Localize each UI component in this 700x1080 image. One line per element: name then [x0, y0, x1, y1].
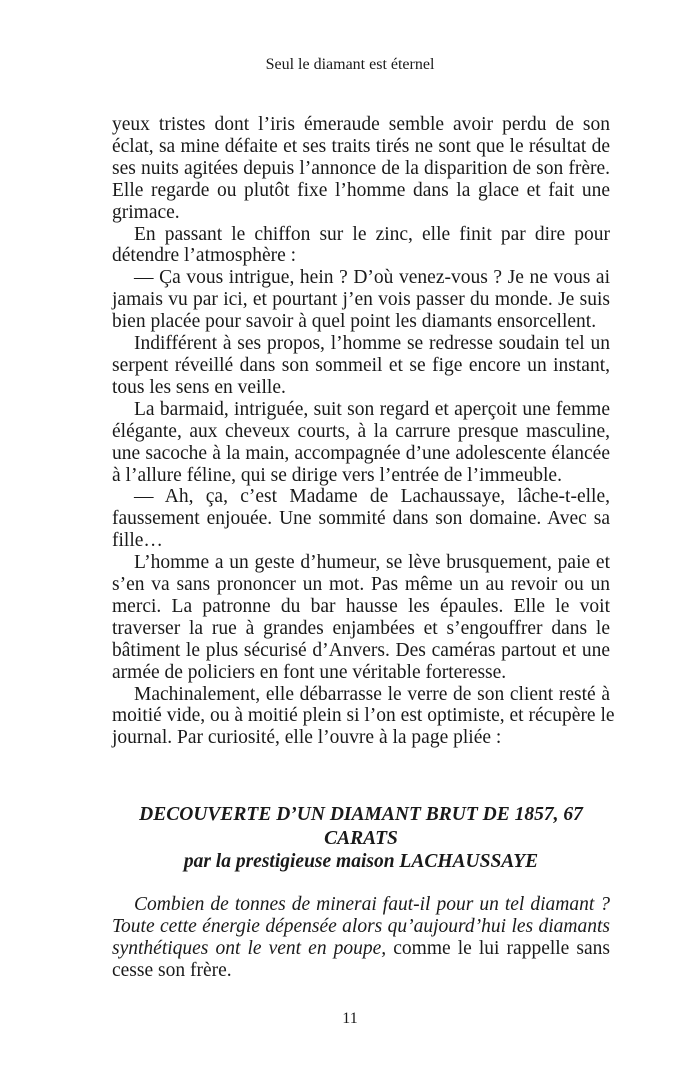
paragraph-line: serpent réveillé dans son sommeil et se fige encore un instant,: [112, 354, 610, 376]
italic-text: synthétiques ont le vent en poupe,: [112, 937, 387, 959]
paragraph-line: tous les sens en veille.: [112, 376, 286, 398]
paragraph-line: cesse son frère.: [112, 959, 232, 981]
paragraph: [112, 683, 615, 750]
paragraph: [112, 114, 610, 224]
paragraph-line: traverser la rue à grandes enjambées et s’engouffrer dans le: [112, 617, 610, 639]
paragraph: [112, 552, 610, 683]
paragraph: [112, 486, 610, 552]
paragraph-line: La barmaid, intriguée, suit son regard et aperçoit une femme: [134, 398, 610, 420]
paragraph-line: — Ah, ça, c’est Madame de Lachaussaye, lâche-t-elle,: [134, 486, 610, 508]
paragraph-line: fille…: [112, 530, 163, 552]
paragraph-line: faussement enjouée. Une sommité dans son domaine. Avec sa: [112, 508, 610, 530]
paragraph-line: à l’allure féline, qui se dirige vers l’entrée de l’immeuble.: [112, 464, 562, 486]
page-body: [112, 114, 615, 981]
page-number: 11: [342, 1010, 358, 1027]
paragraph-line: Indifférent à ses propos, l’homme se redresse soudain tel un: [134, 333, 610, 355]
paragraph: [112, 333, 610, 399]
paragraph-line: éclat, sa mine défaite et ses traits tirés ne sont que le résultat de: [112, 135, 610, 157]
paragraph-line: Combien de tonnes de minerai faut-il pour un tel diamant ?: [134, 893, 610, 915]
paragraph-line: L’homme a un geste d’humeur, se lève brusquement, paie et: [134, 552, 610, 574]
paragraph-line: armée de policiers en font une véritable forteresse.: [112, 661, 507, 683]
paragraph-line: jamais vu par ici, et pourtant j’en vois passer du monde. Je suis: [112, 289, 610, 311]
headline-line: DECOUVERTE D’UN DIAMANT BRUT DE 1857, 67: [139, 804, 583, 826]
paragraph-line: une sacoche à la main, accompagnée d’une adolescente élancée: [112, 442, 610, 464]
paragraph-line: bien placée pour savoir à quel point les diamants ensorcellent.: [112, 311, 597, 333]
paragraphs: [112, 114, 615, 749]
paragraph-line: merci. La patronne du bar hausse les épaules. Elle le voit: [112, 595, 610, 617]
paragraph-line: s’en va sans prononcer un mot. Pas même un au revoir ou un: [112, 574, 610, 596]
paragraph: [112, 399, 610, 487]
paragraph-line: [112, 938, 610, 960]
closing-paragraph: [112, 894, 610, 982]
paragraph-line: grimace.: [112, 201, 180, 223]
paragraph-line: moitié vide, ou à moitié plein si l’on est optimiste, et récupère le: [112, 705, 615, 727]
paragraph-line: yeux tristes dont l’iris émeraude semble avoir perdu de son: [112, 114, 610, 135]
paragraph-line: — Ça vous intrigue, hein ? D’où venez-vous ? Je ne vous ai: [134, 267, 610, 289]
headline-line: par la prestigieuse maison LACHAUSSAYE: [183, 851, 539, 873]
paragraph-line: Machinalement, elle débarrasse le verre de son client resté à: [134, 683, 610, 705]
paragraph: [112, 224, 610, 268]
paragraph-line: ses nuits agitées depuis l’annonce de la disparition de son frère.: [112, 157, 610, 179]
paragraph-line: bâtiment le plus sécurisé d’Anvers. Des caméras partout et une: [112, 639, 610, 661]
headline-line: CARATS: [324, 827, 398, 849]
running-header: Seul le diamant est éternel: [265, 56, 435, 73]
paragraph: [112, 267, 610, 333]
newspaper-headline: [112, 803, 610, 874]
roman-text: comme le lui rappelle sans: [386, 937, 610, 959]
paragraph-line: Toute cette énergie dépensée alors qu’aujourd’hui les diamants: [112, 915, 610, 937]
paragraph-line: Elle regarde ou plutôt fixe l’homme dans la glace et fait une: [112, 179, 610, 201]
paragraph-line: journal. Par curiosité, elle l’ouvre à la page pliée :: [112, 727, 502, 749]
paragraph-line: élégante, aux cheveux courts, à la carrure presque masculine,: [112, 420, 610, 442]
paragraph-line: détendre l’atmosphère :: [112, 245, 297, 267]
paragraph-line: En passant le chiffon sur le zinc, elle finit par dire pour: [134, 223, 610, 245]
